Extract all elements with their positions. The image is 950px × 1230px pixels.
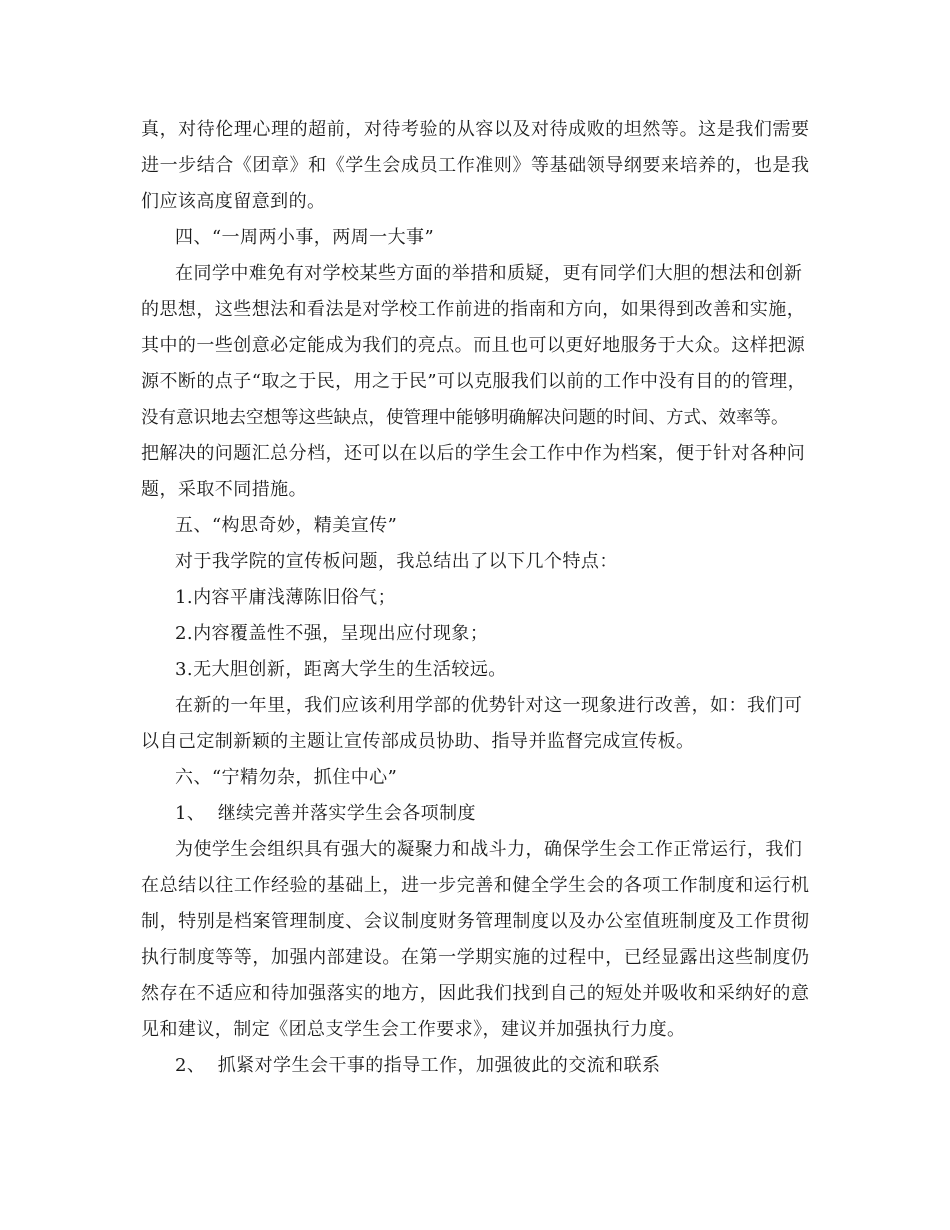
subsection-heading: 2、 抓紧对学生会干事的指导工作，加强彼此的交流和联系: [175, 1055, 661, 1076]
paragraph-line: 在总结以往工作经验的基础上，进一步完善和健全学生会的各项工作制度和运行机: [141, 875, 809, 896]
paragraph-line: 们应该高度留意到的。: [141, 191, 326, 212]
section-heading-5: 五、“构思奇妙，精美宣传”: [175, 515, 398, 536]
paragraph-line: 执行制度等等，加强内部建设。在第一学期实施的过程中，已经显露出这些制度仍: [141, 947, 809, 968]
section-heading-6: 六、“宁精勿杂，抓住中心”: [175, 767, 398, 788]
paragraph-line: 见和建议，制定《团总支学生会工作要求》，建议并加强执行力度。: [141, 1019, 686, 1040]
paragraph-line: 以自己定制新颖的主题让宣传部成员协助、指导并监督完成宣传板。: [141, 731, 695, 752]
paragraph-line: 然存在不适应和待加强落实的地方，因此我们找到自己的短处并吸收和采纳好的意: [141, 983, 809, 1004]
paragraph-line: 真，对待伦理心理的超前，对待考验的从容以及对待成败的坦然等。这是我们需要: [141, 119, 809, 140]
subsection-heading: 1、 继续完善并落实学生会各项制度: [175, 803, 476, 824]
paragraph-line: 制，特别是档案管理制度、会议制度财务管理制度以及办公室值班制度及工作贯彻: [141, 911, 809, 932]
paragraph-line: 把解决的问题汇总分档，还可以在以后的学生会工作中作为档案，便于针对各种问: [141, 443, 806, 464]
paragraph-line: 没有意识地去空想等这些缺点，使管理中能够明确解决问题的时间、方式、效率等。: [141, 408, 789, 428]
paragraph-line: 源不断的点子“取之于民，用之于民”可以克服我们以前的工作中没有目的的管理，: [141, 371, 807, 392]
list-item: 1.内容平庸浅薄陈旧俗气；: [175, 587, 397, 608]
list-item: 3.无大胆创新，距离大学生的生活较远。: [175, 659, 507, 680]
paragraph-line: 进一步结合《团章》和《学生会成员工作准则》等基础领导纲要来培养的，也是我: [141, 155, 809, 176]
paragraph-line: 对于我学院的宣传板问题，我总结出了以下几个特点：: [175, 551, 618, 572]
list-item: 2.内容覆盖性不强，呈现出应付现象；: [175, 623, 489, 644]
paragraph-line: 的思想，这些想法和看法是对学校工作前进的指南和方向，如果得到改善和实施，: [141, 299, 806, 320]
paragraph-line: 题，采取不同措施。: [141, 479, 308, 500]
paragraph-line: 为使学生会组织具有强大的凝聚力和战斗力，确保学生会工作正常运行，我们: [175, 839, 803, 860]
section-heading-4: 四、“一周两小事，两周一大事”: [175, 227, 435, 248]
paragraph-line: 在新的一年里，我们应该利用学部的优势针对这一现象进行改善，如：我们可: [175, 695, 803, 716]
paragraph-line: 其中的一些创意必定能成为我们的亮点。而且也可以更好地服务于大众。这样把源: [141, 335, 806, 356]
paragraph-line: 在同学中难免有对学校某些方面的举措和质疑，更有同学们大胆的想法和创新: [175, 263, 803, 284]
